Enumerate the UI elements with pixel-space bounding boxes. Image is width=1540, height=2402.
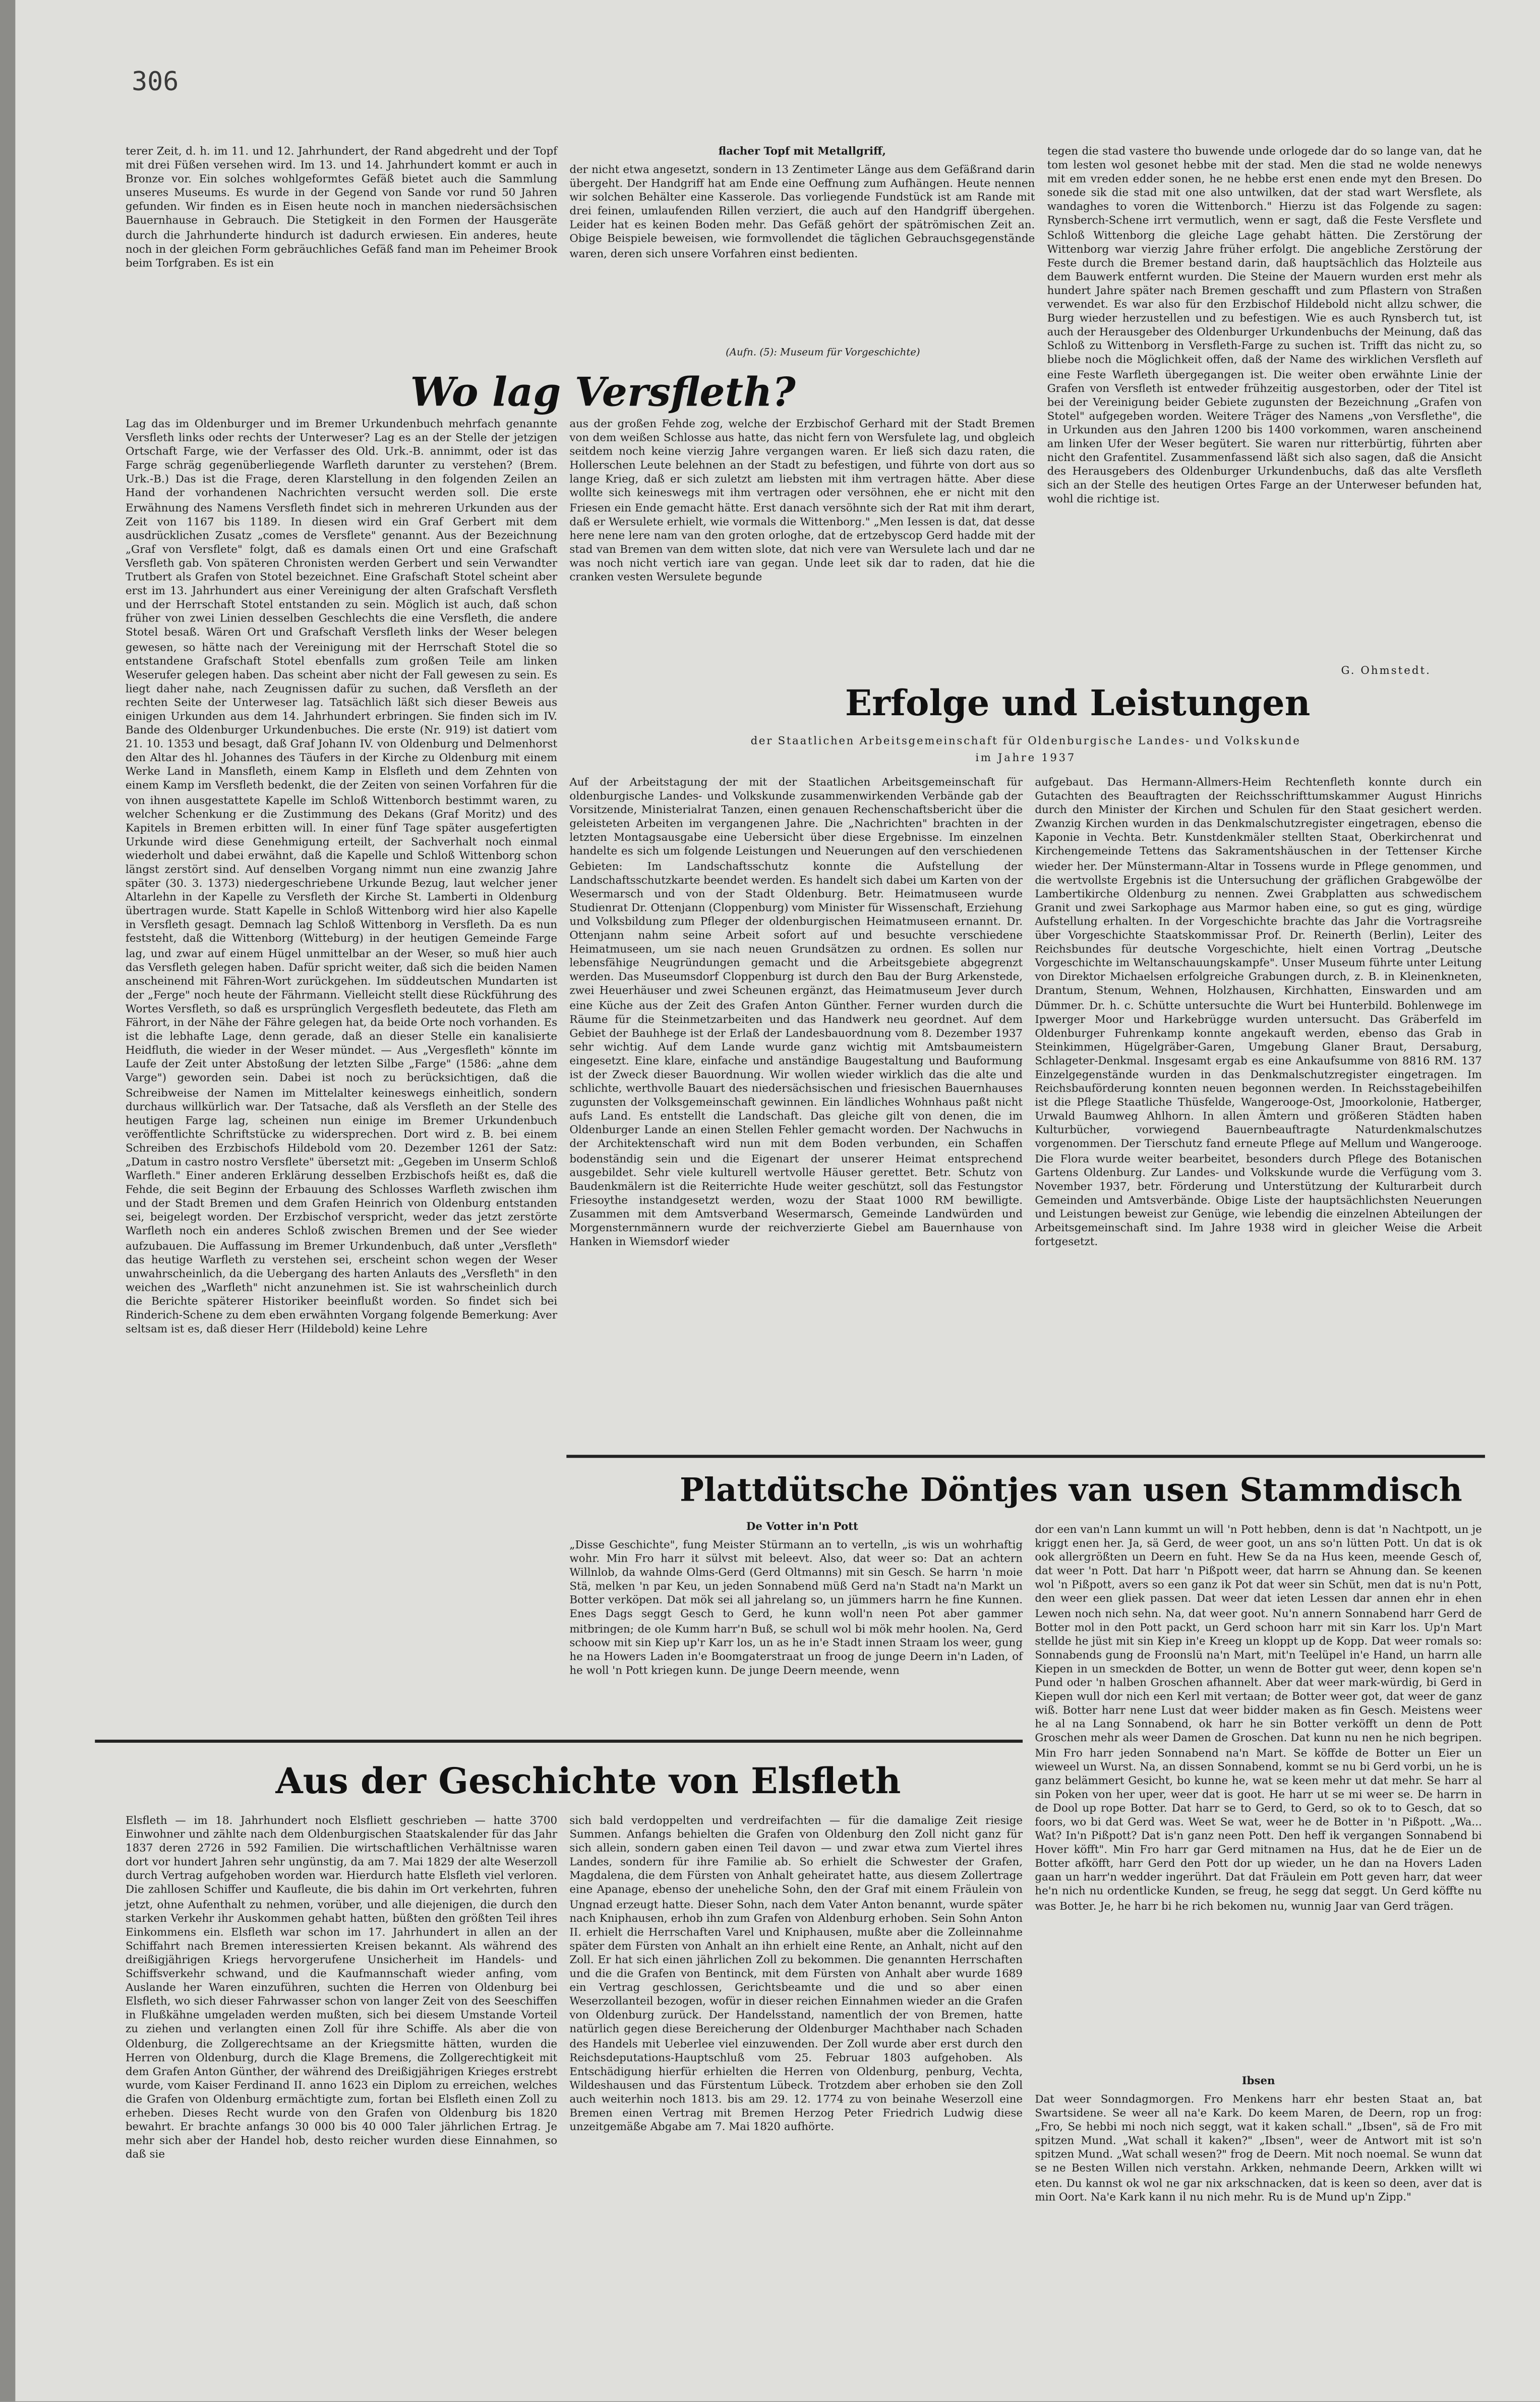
erfolge-column-2-text: aufgebaut. Das Hermann-Allmers-Heim Rechtenfleth konnte durch ein Gutachten des Beauftragten der Reichsschrifttumskammer August Hinrichs durch den Minister der Kirchen und Schulen für den Staat gesichert werden. Zwanzig Kirchen wurden in das Denkmalschutzregister eingetragen, ebenso die Kaponie in Vechta. Betr. Kunstdenkmäler stellten Staat, Oberkirchenrat und Kirchengemeinde Tettens das Sakramentshäuschen in der Tettenser Kirche wieder her. Der Münstermann-Altar in Tossens wurde in Pflege genommen, und die wertvollste Ergebnis ist die Untersuchung der gräflichen Grabgewölbe der Lambertikirche Oldenburg zu nennen. Zwei Grabplatten aus schwedischem Granit und zwei Sarkophage aus Marmor haben eine, so gut es ging, würdige Aufstellung erhalten. In der Vorgeschichte brachte das Jahr die Vortragsreihe über Vorgeschichte Staatskommissar Prof. Dr. Reinerth (Berlin), Leiter des Reichsbundes für deutsche Vorgeschichte, hielt einen Vortrag „Deutsche Vorgeschichte im Weltanschauungskampfe". Unser Museum führte unter Leitung von Direktor Michaelsen erfolgreiche Grabungen durch, z. B. in Kleinenkneten, Drantum, Stenum, Wehnen, Holzhausen, Kirchhatten, Einswarden und am Dümmer. Dr. h. c. Schütte untersuchte die Wurt bei Hunterbild. Bohlenwege im Ipwerger Moor und Harkebrügge wurden untersucht. Das Gräberfeld im Oldenburger Fuhrenkamp konnte angekauft werden, ebenso das Grab in Steinkimmen, Hügelgräber-Garen, Umgebung Glaner Braut, Dersaburg, Schlageter-Denkmal. Insgesamt ergab es eine Ankaufsumme von 8816 RM. 137 Einzelgegenstände wurden in das Denkmalschutzregister eingetragen. Im Reichsbauförderung konnten neuen begonnen werden. In Reichsstagebeihilfen ist die Pflege Staatliche Thüsfelde, Wangerooge-Ost, Jmoorkolonie, Hatberger, Urwald Baumweg Ahlhorn. In allen Ämtern und größeren Städten haben Kulturbücher, vorwiegend Bauernbeauftragte Naturdenkmalschutzes vorgenommen. Der Tierschutz fand erneute Pflege auf Mellum und Wangerooge. Die Flora wurde weiter bearbeitet, besonders durch Pflege des Botanischen Gartens Oldenburg. Zur Landes- und Volkskunde wurde die Verfügung vom 3. November 1937, betr. Förderung und Unterstützung der Kulturarbeit durch Gemeinden und Amtsverbände. Obige Liste der hauptsächlichsten Neuerungen und Leistungen beweist zur Genüge, wie lebendig die einzelnen Abteilungen der Arbeitsgemeinschaft sind. Im Jahre 1938 wird in gleicher Weise die Arbeit fortgesetzt. bbox=[1035, 775, 1482, 1248]
elsfleth-column-2-text: sich bald verdoppelten und verdreifachten — für die damalige Zeit riesige Summen. Anfangs behielten die Grafen von Oldenburg den Zoll nicht ganz für sich allein, sondern gaben einen Teil davon — und zwar etwa zum Viertel ihres Landes, sondern für ihre Familie ab. So erhielt die Schwester der Grafen, Magdalena, die dem Fürsten von Anhalt geheiratet hatte, aus diesem Zollertrage eine Apanage, ebenso der uneheliche Sohn, den der Graf mit einem Fräulein von Ungnad erzeugt hatte. Dieser Sohn, nach dem Vater Anton benannt, wurde später nach Kniphausen, erhob ihn zum Grafen von Aldenburg erhoben. Sein Sohn Anton II. erhielt die Herrschaften Varel und Kniphausen, mußte aber die Zolleinnahme später dem Fürsten von Anhalt an ihn erhielt eine Rente, an Anhalt, nicht auf den Zoll. Er hat sich einen jährlichen Zoll zu bekommen. Die genannten Herrschaften und die die Grafen von Bentinck, mit dem Fürsten von Anhalt aber wurde 1689 ein Vertrag geschlossen, Gerichtsbeamte und die und so aber einen Weserzollanteil bezogen, wofür in dieser reichen Einnahmen wieder an die Grafen von Oldenburg zurück. Der Handelsstand, namentlich der von Bremen, hatte natürlich gegen diese Bereicherung der Oldenburger Machthaber nach Schaden des Handels mit Ueberlee viel einzuwenden. Der Zoll wurde aber erst durch den Reichsdeputations-Hauptschluß vom 25. Februar 1803 aufgehoben. Als Entschädigung hierfür erhielten die Herren von Oldenburg, penburg, Vechta, Wildeshausen und das Fürstentum Lübeck. Trotzdem aber erhoben sie den Zoll auch weiterhin noch 1813. bis am 29. 12. 1774 zu von beinahe Weserzoll eine Bremen einen Vertrag mit Bremen Herzog Peter Friedrich Ludwig diese unzeitgemäße Abgabe am 7. Mai 1820 aufhörte. bbox=[569, 1813, 1023, 2134]
headline-elsfleth: Aus der Geschichte von Elsfleth bbox=[275, 1761, 901, 1803]
photo-credit: (Aufn. (5): Museum für Vorgeschichte) bbox=[726, 346, 920, 359]
platt-column-2b-text: Dat weer Sonndagmorgen. Fro Menkens harr ehr besten Staat an, bat Swartsidene. Se weer all na'e Kark. Do keem Maren, de Deern, rop un frog: „Fro, Se hebbi mi noch nich seggt, wat it kaken schall." „Ibsen", sä de Fro mit spitzen Mund. „Wat schall it kaken?" „Ibsen", weer de Antwort mit ist so'n spitzen Mund. „Wat schall wesen?" frog de Deern. Mit noch noemal. Se wunn dat se ne Besten Willen nich verstahn. Arkken, nehmande Deern, Arkken willt wi eten. Du kannst ok wol ne gar nix arkschnacken, dat is keen so deen, aver dat is min Oort. Na'e Kark kann il nu nich mehr. Ru is de Mund up'n Zipp." bbox=[1035, 2092, 1482, 2203]
wolag-column-2-text: aus der großen Fehde zog, welche der Erzbischof Gerhard mit der Stadt Bremen von dem weißen Schlosse aus hatte, das nicht fern von Wersfulete lag, und obgleich seitdem noch keine vierzig Jahre vergangen waren. Er ließ sich dazu raten, die Hollerschen Leute belehnen an der Stadt zu befestigen, und führte von dort aus so lange Krieg, daß er sich zuletzt am liebsten mit ihm vertragen hätte. Aber diese wollte sich keineswegs mit ihm vertragen oder versöhnen, ehe er nicht mit den Friesen ein Ende gemacht hätte. Erst danach versöhnte sich der Rat mit ihm derart, daß er Wersulete erhielt, wie vormals die Wittenborg." „Men Iessen is dat, dat desse here nene lere nam van den groten orloghe, dat de ertzebyscop Gerd hadde mit der stad van Bremen van dem witten slote, dat nich vere van Wersulete lach und dar ne was noch nicht vertich iare van gegan. Unde leet sik dar to raden, dat hie die cranken vesten Wersulete begunde bbox=[569, 416, 1035, 584]
top-column-2 bbox=[569, 162, 1035, 328]
elsfleth-column-1-text: Elsfleth — im 18. Jahrhundert noch Elsfliett geschrieben — hatte 3700 Einwohner und zählte nach dem Oldenburgischen Staatskalender für das Jahr 1837 deren 2726 in 592 Familien. Die wirtschaftlichen Verhältnisse waren dort vor hundert Jahren sehr ungünstig, da am 7. Mai 1829 der alte Weserzoll durch Vertrag aufgehoben worden war. Hierdurch hatte Elsfleth viel verloren. Die zahllosen Schiffer und Kaufleute, die bis dahin im Ort verkehrten, fuhren jetzt, ohne Aufenthalt zu nehmen, vorüber, und alle diejenigen, die durch den starken Verkehr ihr Auskommen gehabt hatten, büßten den größten Teil ihres Einkommens ein. Elsfleth war schon im 17. Jahrhundert in allen an der Schiffahrt nach Bremen interessierten Kreisen bekannt. Als während des dreißigjährigen Kriegs hervorgerufene Unsicherheit im Handels- und Schiffsverkehr schwand, und die Kaufmannschaft wieder anfing, vom Auslande her Waren einzuführen, suchten die Herren von Oldenburg bei Elsfleth, wo sich dieser Fahrwasser schon von langer Zeit von des Seeschiffen in Flußkähne umgeladen werden mußten, sich bei diesem Umstande Vorteil zu ziehen und verlangten einen Zoll für ihre Schiffe. Als aber die von Oldenburg, die Zollgerechtsame an der Kriegsmitte hätten, wurden die Herren von Oldenburg, durch die Klage Bremens, die Zollgerechtigkeit mit dem Grafen Anton Günther, der während des Dreißigjährigen Krieges erstrebt wurde, vom Kaiser Ferdinand II. anno 1623 ein Diplom zu erreichen, welches die Grafen von Oldenburg ermächtigte zum, fortan bei Elsfleth einen Zoll zu erheben. Dieses Recht wurde von den Grafen von Oldenburg bis 1820 bewahrt. Er brachte anfangs 30 000 bis 40 000 Taler jährlichen Ertrag. Je mehr sich aber der Handel hob, desto reicher wurden diese Einnahmen, so daß sie bbox=[125, 1813, 558, 2161]
top-column-2-text: der nicht etwa angesetzt, sondern in 13 Zentimeter Länge aus dem Gefäßrand darin übergeht. Der Handgriff hat am Ende eine Oeffnung zum Aufhängen. Heute nennen wir solchen Behälter eine Kasserole. Das vorliegende Fundstück ist am Rande mit drei feinen, umlaufenden Rillen verziert, die auch auf den Handgriff übergehen. Leider hat es keinen Boden mehr. Das Gefäß gehört der spätrömischen Zeit an. Obige Beispiele beweisen, wie formvollendet die täglichen Gebrauchsgegenstände waren, deren sich unsere Vorfahren einst bedienten. bbox=[569, 162, 1035, 260]
top-column-1 bbox=[126, 144, 557, 352]
platt-column-1 bbox=[569, 1537, 1023, 1746]
erfolge-subtitle-line-1: der Staatlichen Arbeitsgemeinschaft für Oldenburgische Landes- und Volkskunde bbox=[750, 735, 1301, 748]
erfolge-column-2 bbox=[1035, 775, 1482, 1443]
top-column-2-heading: flacher Topf mit Metallgriff, bbox=[718, 144, 886, 158]
platt-column-1-text: „Disse Geschichte", fung Meister Stürmann an to vertelln, „is wis un wohrhaftig wohr. Min Fro harr it sülvst mit beleevt. Also, dat weer so: Dat an achtern Willnlob, da wahnde Olms-Gerd (Gerd Oltmanns) mit sin Gesch. Se harrn 'n moie Stä, melken 'n par Keu, un jeden Sonnabend müß Gerd na'n Stadt na'n Markt un Botter verköpen. Dat mök sei all jahrelang so, un jümmers harrn he fine Kunnen. Enes Dags seggt Gesch to Gerd, he kunn woll'n neen Pot aber gammer mitbringen; de ole Kumm harr'n Buß, se schull wol bi mök mehr hoolen. Na, Gerd schoow mit sin Kiep up'r Karr los, un as he in'e Stadt innen Straam los weer, gung he na Howers Laden in'e Boomgaterstraat un froog de junge Deern in'n Laden, of he woll 'n Pott kriegen kunn. De junge Deern meende, wenn bbox=[569, 1537, 1023, 1677]
divider-rule bbox=[566, 1455, 1485, 1457]
elsfleth-column-1 bbox=[126, 1813, 557, 2328]
platt-column-2-text: dor een van'n Lann kummt un will 'n Pott hebben, denn is dat 'n Nachtpott, un je kriggt enen her. Ja, sä Gerd, de weer goot, un ans so'n lütten Pott. Un dat is ok ook allergrößten un Deern en fuht. Hew Se da na Hus keen, meende Gesch of, dat weer 'n Pott. Dat harr 'n Pißpott weer, dat harrn se Ahnung dan. Se keenen wol 'n Pißpott, avers so een ganz ik Pot dat weer sin Schüt, men dat is nu'n Pott, den weer een gliek passen. Dat weer dat ieten Lessen dar annen ehr in ehen Lewen noch nich sehn. Na, dat weer goot. Nu'n annern Sonnabend harr Gerd de Botter mol in den Pott packt, un Gerd schoon harr mit sin Karr los. Up'n Mart stellde he jüst mit sin Kiep in'e Kreeg un kloppt up de Kopp. Dat weer romals so: Sonnabends gung de Froonslü na'n Mart, mit'n Teelüpel in'e Hand, un harrn alle Kiepen in un smeckden de Botter, un wenn de Botter gut weer, denn kopen se'n Pund oder 'n halben Groschen afhannelt. Aber dat weer mark-würdig, bi Gerd in Kiepen wull dor nich een Kerl mit vertaan; de Botter weer got, dat weer de ganz wiß. Botter harr nene Lust dat weer bidder maken as fin Gesch. Meistens weer he al na Lang Sonnabend, ok harr he sin Botter verköfft un denn de Pott Groschen mehr als weer Damen de Groschen. Dat kunn nu nen he nich begripen. Min Fro harr jeden Sonnabend na'n Mart. Se köffde de Botter un Eier un wieweel un Wurst. Na, an dissen Sonnabend, kommt se nu bi Gerd vorbi, un he is ganz belämmert Gesicht, bo kunne he, wat se keen mehr ut dat mehr. Se harr al sin Poken von her uper, weer dat is goot. He harr ut se mi weer se. De harrn in de Dool up rope Botter. Dat harr se to Gerd, to Gerd, so ok to to Gesch, dat so foors, wo bi dat Gerd was. Weet Se wat, weer he de Botter in 'n Pißpott. „Wa... Wat? In'n Pißpott? Dat is'n ganz neen Pott. Den heff ik vergangen Sonnabend bi Hover köfft". Min Fro harr gar Gerd mitnamen na Hus, dat he de Eier un de Botter afköfft, harr Gerd den Pott dor up wieder, un he dan na Hovers Laden gaan un harr'n wedder ingerührt. Dat dat Fräulein em Pott geven harr, dat weer he'n nich nu ordentlicke Kunden, se freug, he segg dat seggt. Un Gerd köffte nu was Botter. Je, he harr bi he rich bekomen nu, wunnig Jaar van Gerd trägen. bbox=[1035, 1522, 1482, 1912]
top-column-1-text: terer Zeit, d. h. im 11. und 12. Jahrhundert, der Rand abgedreht und der Topf mit drei Füßen versehen wird. Im 13. und 14. Jahrhundert kommt er auch in Bronze vor. Ein solches wohlgeformtes Gefäß bietet auch die Sammlung unseres Museums. Es wurde in der Gegend von Sande vor rund 50 Jahren gefunden. Wir finden es in Eisen heute noch in manchen niedersächsischen Bauernhause in Gebrauch. Die Stetigkeit in den Formen der Hausgeräte durch die Jahrhunderte hindurch ist dadurch erwiesen. Ein anderes, heute noch in der gleichen Form gebräuchliches Gefäß fand man im Peheimer Brook beim Torfgraben. Es ist ein bbox=[125, 144, 558, 269]
platt-subtitle: De Votter in'n Pott bbox=[746, 1519, 858, 1533]
erfolge-column-1-text: Auf der Arbeitstagung der mit der Staatlichen Arbeitsgemeinschaft für oldenburgische Landes- und Volkskunde zusammenwirkenden Verbände gab der Vorsitzende, Ministerialrat Tanzen, einen genauen Rechenschaftsbericht über die geleisteten Arbeiten im vergangenen Jahre. Die „Nachrichten" brachten in der letzten Montagsausgabe eine Uebersicht über diese Ergebnisse. Im einzelnen handelte es sich um folgende Leistungen und Neuerungen auf den verschiedenen Gebieten: Im Landschaftsschutz konnte die Aufstellung der Landschaftsschutzkarte beendet werden. Es handelt sich dabei um Karten von der Wesermarsch und von der Stadt Oldenburg. Betr. Heimatmuseen wurde Studienrat Dr. Ottenjann (Cloppenburg) vom Minister für Wissenschaft, Erziehung und Volksbildung zum Pfleger der oldenburgischen Heimatmuseen ernannt. Dr. Ottenjann nahm seine Arbeit sofort auf und besuchte verschiedene Heimatmuseen, um sie nach neuen Grundsätzen zu ordnen. Es sollen nur lebensfähige Neugründungen gemacht und die Arbeitsgebiete abgegrenzt werden. Das Museumsdorf Cloppenburg ist durch den Bau der Burg Arkenstede, zwei Heuerhäuser und zwei Scheunen ergänzt, das Heimatmuseum Jever durch eine Küche aus der Zeit des Grafen Anton Günther. Ferner wurden durch die Räume für die Steinmetzarbeiten und das Handwerk neu geordnet. Auf dem Gebiet der Bauhhege ist der Erlaß der Landesbauordnung vom 8. Dezember 1937 sehr wichtig. Auf dem Lande wurde ganz wichtig mit Amtsbaumeistern eingesetzt. Eine klare, einfache und anständige Baugestaltung und Bauformung ist der Zweck dieser Bauordnung. Wir wollen wieder wirklich das die alte und schlichte, werthvolle Bauart des niedersächsischen und friesischen Bauernhauses zugunsten der Volksgemeinschaft gewinnen. Ein ländliches Wohnhaus paßt nicht aufs Land. Es entstellt die Landschaft. Das gleiche gilt von denen, die im Oldenburger Lande an einen Stellen Fehler gemacht worden. Der Nachwuchs in der Architektenschaft wird nun mit dem Boden verbunden, ein Schaffen bodenständig sein und die Eigenart der unserer Heimat entsprechend ausgebildet. Sehr viele kulturell wertvolle Häuser gerettet. Betr. Schutz von Baudenkmälern ist die Reiterrichte Hude weiter geschützt, soll das Festungstor Friesoythe instandgesetzt werden, wozu der Staat 1000 RM bewilligte. Zusammen mit dem Amtsverband Wesermarsch, Gemeinde Landwürden und Morgensternmännern wurde der reichverzierte Giebel am Bauernhause von Hanken in Wiemsdorf wieder bbox=[569, 775, 1023, 1248]
erfolge-subtitle-line-2: im Jahre 1937 bbox=[975, 752, 1076, 764]
platt-column-2 bbox=[1035, 1522, 1482, 2068]
top-column-3-text: tegen die stad vastere tho buwende unde orlogede dar do so lange van, dat he tom lesten wol gesonet hebbe mit der stad. Men die stad ne wolde nenewys mit em vreden edder sonen, he ne hebbe erst enen ende myt den Bresen. Do sonede sik die stad mit one also untwilken, dat der stad wart Wersflete, als wandaghes to voren die Wittenborch." Hierzu ist das Folgende zu sagen: Rynsberch-Schene irrt vermutlich, wenn er sagt, daß die Feste Versflete und Schloß Wittenborg die gleiche Lage gehabt hätten. Die Zerstörung der Wittenborg war vierzig Jahre früher erfolgt. Die angebliche Zerstörung der Feste durch die Bremer bestand darin, daß hauptsächlich das Holzteile aus dem Bauwerk entfernt wurden. Die Steine der Mauern wurden erst mehr als hundert Jahre später nach Bremen geschafft und zum Pflastern von Straßen verwendet. Es war also für den Erzbischof Hildebold nicht allzu schwer, die Burg wieder herzustellen und zu befestigen. Wie es auch Rynsberch tut, ist auch der Herausgeber des Oldenburger Urkundenbuchs der Meinung, daß das Schloß zu Wittenborg in Versfleth-Farge zu suchen ist. Trifft das nicht zu, so bliebe noch die Möglichkeit offen, daß der Name des wirklichen Versfleth auf eine Feste Warfleth übergegangen ist. Die weiter oben erwähnte Linie der Grafen von Versfleth ist entweder frühzeitig ausgestorben, oder der Titel ist bei der Vereinigung beider Gebiete zugunsten der Bezeichnung „Grafen von Stotel" aufgegeben worden. Weitere Träger des Namens „von Versflethe", die in Urkunden aus den Jahren 1200 bis 1400 vorkommen, waren anscheinend am linken Ufer der Weser begütert. Sie waren nur ritterbürtig, führten aber nicht den Grafentitel. Zusammenfassend läßt sich also sagen, daß die Ansicht des Herausgebers des Oldenburger Urkundenbuchs, daß das alte Versfleth sich an der Stelle des heutigen Ortes Farge an der Unterweser befunden hat, wohl die richtige ist. bbox=[1047, 144, 1482, 506]
headline-erfolge: Erfolge und Leistungen bbox=[845, 683, 1311, 725]
wolag-column-1-text: Lag das im Oldenburger und im Bremer Urkundenbuch mehrfach genannte Versfleth links oder rechts der Unterweser? Lag es an der Stelle der jetzigen Ortschaft Farge, wie der Verfasser des Old. Urk.-B. annimmt, oder ist das Farge schräg gegenüberliegende Warfleth darunter zu verstehen? (Brem. Urk.-B.) Das ist die Frage, deren Klarstellung in den folgenden Zeilen an Hand der vorhandenen Nachrichten versucht werden soll. Die erste Erwähnung des Namens Versfleth findet sich in mehreren Urkunden aus der Zeit von 1167 bis 1189. In diesen wird ein Graf Gerbert mit dem ausdrücklichen Zusatz „comes de Versflete" genannt. Aus der Bezeichnung „Graf von Versflete" folgt, daß es damals einen Ort und eine Grafschaft Versfleth gab. Von späteren Chronisten werden Gerbert und sein Verwandter Trutbert als Grafen von Stotel bezeichnet. Eine Grafschaft Stotel scheint aber erst im 13. Jahrhundert aus einer Vereinigung der alten Grafschaft Versfleth und der Herrschaft Stotel entstanden zu sein. Möglich ist auch, daß schon früher von zwei Linien desselben Geschlechts die eine Versfleth, die andere Stotel besaß. Wären Ort und Grafschaft Versfleth links der Weser belegen gewesen, so hätte nach der Vereinigung mit der Herrschaft Stotel die so entstandene Grafschaft Stotel ebenfalls zum großen Teile am linken Weserufer gelegen haben. Das scheint aber nicht der Fall gewesen zu sein. Es liegt daher nahe, nach Zeugnissen dafür zu suchen, daß Versfleth an der rechten Seite der Unterweser lag. Tatsächlich läßt sich dieser Beweis aus einigen Urkunden aus dem 14. Jahrhundert erbringen. Sie finden sich im IV. Bande des Oldenburger Urkundenbuches. Die erste (Nr. 919) ist datiert vom 21. 10. 1353 und besagt, daß Graf Johann IV. von Oldenburg und Delmenhorst den Altar des hl. Johannes des Täufers in der Kirche zu Oldenburg mit einem Werke Land in Mansfleth, einem Kamp in Elsfleth und dem Zehnten von einem Kamp im Versfleth bedenkt, die der Zeiten von seinen Vorfahren für die von ihnen ausgestattete Kapelle im Schloß Wittenborch bestimmt waren, zu welcher Schenkung er die Zustimmung des Dekans (Graf Moritz) und des Kapitels in Bremen erbitten will. In einer fünf Tage später ausgefertigten Urkunde wird diese Genehmigung erteilt, der Sachverhalt noch einmal wiederholt und dabei erwähnt, daß die Kapelle und Schloß Wittenborg schon längst zerstört sind. Auf denselben Vorgang nimmt nun eine zwanzig Jahre später (30. 3. 1373) niedergeschriebene Urkunde Bezug, laut welcher jener Altarlehn in der Kapelle zu Versfleth der Kirche St. Lamberti in Oldenburg übertragen wurde. Statt Kapelle in Schloß Wittenborg wird hier also Kapelle in Versfleth gesagt. Demnach lag Schloß Wittenborg in Versfleth. Da es nun feststeht, daß die Wittenborg (Witteburg) in der heutigen Gemeinde Farge lag, und zwar auf einem Hügel unmittelbar an der Weser, so muß hier auch das Versfleth gelegen haben. Dafür spricht weiter, daß sich die beiden Namen anscheinend mit Fähren-Wort zurückgehen. Im süddeutschen Mundarten ist der „Ferge" noch heute der Fährmann. Vielleicht stellt diese Rückführung des Wortes Versfleth, so daß es ursprünglich Vergesfleth bedeutete, das Fleth am Fährort, in der Nähe der Fähre gelegen hat, da beide Orte noch vorhanden. Es ist die lebhafte Lage, denn gerade, daß an dieser Stelle ein kanalisierte Heidfluth, die wieder in der Weser mündet. — Aus „Vergesfleth" könnte im Laufe der Zeit unter Abstoßung der letzten Silbe „Farge" (1586: „ahne dem Varge") geworden sein. Dabei ist noch zu berücksichtigen, daß die Schreibweise der Namen im Mittelalter keineswegs einheitlich, sondern durchaus willkürlich war. Der Tatsache, daß als Versfleth an der Stelle des heutigen Farge lag, scheinen nun einige im Bremer Urkundenbuch veröffentlichte Schriftstücke zu widersprechen. Dort wird z. B. bei einem Schreiben des Erzbischofs Hildebold vom 20. Dezember 1261 der Satz: „Datum in castro nostro Versflete" übersetzt mit: „Gegeben im Unserm Schloß Warfleth." Einer anderen Erklärung desselben Erzbischofs heißt es, daß die Fehde, die seit Beginn der Erbauung des Schlosses Warfleth zwischen ihm und der Stadt Bremen und dem Grafen Heinrich von Oldenburg entstanden sei, beigelegt worden. Der Erzbischof verspricht, weder das jetzt zerstörte Warfleth noch ein anderes Schloß zwischen Bremen und der See wieder aufzubauen. Die Auffassung im Bremer Urkundenbuch, daß unter „Versfleth" das heutige Warfleth zu verstehen sei, erscheint schon wegen der Weser unwahrscheinlich, da die Uebergang des harten Anlauts des „Versfleth" in den weichen des „Warfleth" nicht anzunehmen ist. Sie ist wahrscheinlich durch die Berichte späterer Historiker beeinflußt worden. So findet sich bei Rinderich-Schene zu dem eben erwähnten Vorgang folgende Bemerkung: Aver seltsam ist es, daß dieser Herr (Hildebold) keine Lehre bbox=[125, 416, 558, 1336]
headline-wo-lag-versfleth: Wo lag Versfleth? bbox=[410, 370, 796, 417]
elsfleth-column-2 bbox=[569, 1813, 1023, 2328]
author-signature: G. Ohmstedt. bbox=[1341, 664, 1431, 677]
wolag-column-2 bbox=[569, 417, 1035, 674]
platt-ibsen-heading: Ibsen bbox=[1241, 2073, 1275, 2088]
headline-plattduetsche-doentjes: Plattdütsche Döntjes van usen Stammdisch bbox=[679, 1470, 1462, 1509]
page-number: 306 bbox=[132, 67, 179, 98]
platt-column-2b bbox=[1035, 2092, 1482, 2328]
page-binding-edge bbox=[0, 0, 15, 2401]
erfolge-column-1 bbox=[569, 775, 1023, 1443]
divider-rule-lower bbox=[95, 1740, 1023, 1742]
top-column-3 bbox=[1047, 144, 1482, 664]
wolag-column-1 bbox=[126, 417, 557, 1731]
